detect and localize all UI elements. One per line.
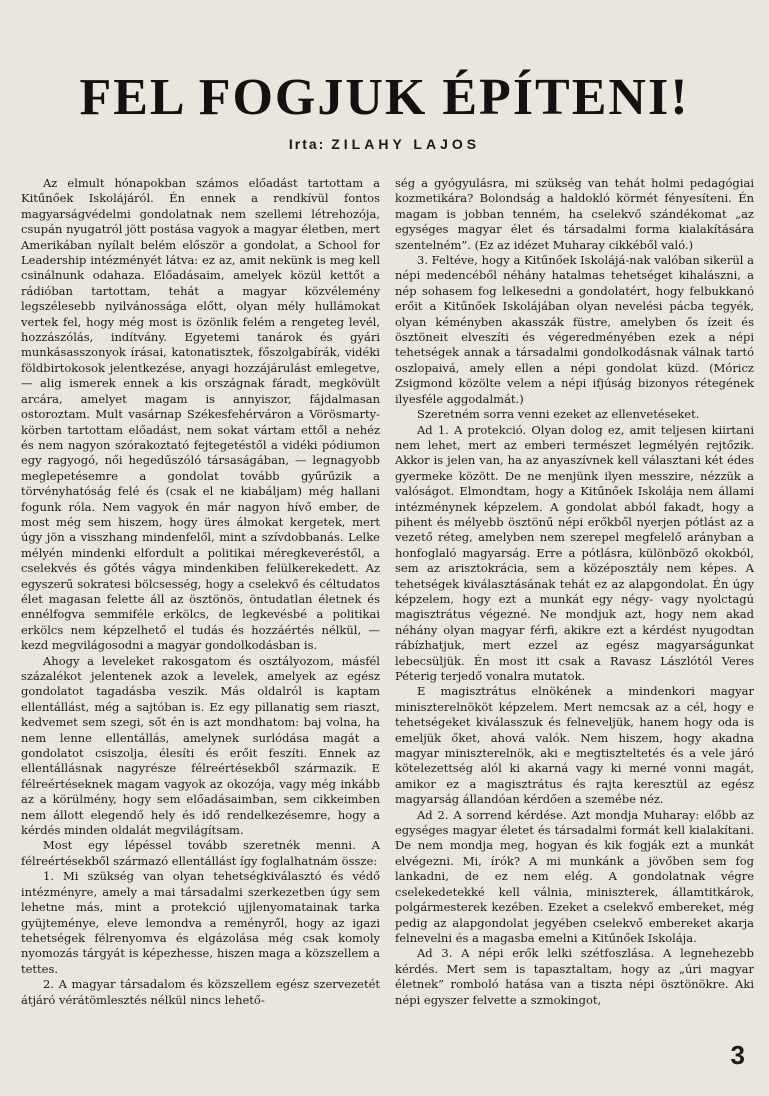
article-title: FEL FOGJUK ÉPÍTENI!: [79, 69, 690, 126]
byline: [0, 136, 769, 152]
paragraph: Most egy lépéssel tovább szeretnék menni. A félreértésekből származó ellentállást így foglalhatnám össze:: [21, 838, 380, 868]
article-body: [21, 176, 754, 1056]
paragraph: 2. A magyar társadalom és közszellem egész szervezetét átjáró vérátömlesztés nélkül nincs lehető-: [21, 977, 380, 1007]
paragraph: E magisztrátus elnökének a mindenkori magyar miniszterelnököt képzelem. Mert nemcsak az a cél, hogy e tehetségeket kiválasszuk és felneveljük, hanem hogy oda is emeljük őket, ahová valók. Nem hiszem, hogy akadna magyar miniszterelnök, aki e megtiszteltetés és a vele járó kötelezettség alól ki akarná vagy ki merné vonni magát, amikor ez a magisztrátus és rajta keresztül az egész magyarság állandóan kérdően a szemébe néz.: [395, 684, 754, 807]
paragraph: Az elmult hónapokban számos előadást tartottam a Kitűnőek Iskolájáról. Én ennek a rendkívül fontos magyarságvédelmi gondolatnak nem szellemi létrehozója, csupán nyugatról jött postása vagyok a magyar életben, mert Amerikában nyílalt belém először a gondolat, a School for Leadership intézményét látva: ez az, amit nekünk is meg kell csinálnunk odahaza. Előadásaim, amelyek közül kettőt a rádióban tartottam, tehát a magyar közvélemény legszélesebb nyilvánossága előtt, olyan mély hullámokat vertek fel, hogy még most is özönlik felém a rengeteg levél, hozzászólás, indítvány. Egyetemi tanárok és gyári munkásasszonyok írásai, katonatisztek, főszolgabírák, vidéki földbirtokosok jelentkezése, anyagi hozzájárulást emlegetve, — alig ismerek ennek a kis országnak fáradt, megkövült arcára, amelyet magam is annyiszor, fájdalmasan ostoroztam. Mult vasárnap Székesfehérváron a Vörösmarty-körben tartottam előadást, nem sokat vártam ettől a nehéz és nem nagyon szórakoztató fejtegetéstől a vidéki pódiumon egy ragyogó, női hegedűszóló társaságában, — legnagyobb meglepetésemre a gondolat tovább gyűrűzik a törvényhatóság felé és (csak el ne kiabáljam) még hallani fogunk róla. Nem vagyok én már nagyon hívő ember, de most még sem hiszem, hogy üres álmokat kergetek, mert úgy jön a visszhang mindenfelől, mint a szívdobbanás. Lelke mélyén mindenki elfordult a politikai méregkeveréstől, a cselekvés és gőtés vágya mindenkiben felülkerekedett. Az egyszerű sokratesi bölcsesség, hogy a cselekvő és céltudatos élet magasan felette áll az ösztönös, öntudatlan életnek és ennélfogva semmiféle erkölcs, de legkevésbé a politikai erkölcs nem képzelhető el tudás és hozzáértés nélkül, — kezd megvilágosodni a magyar gondolkodásban is.: [21, 176, 380, 653]
paragraph: Ahogy a leveleket rakosgatom és osztályozom, másfél százalékot jelentenek azok a levelek, amelyek az egész gondolatot tagadásba veszik. Más oldalról is kaptam ellentállást, még a sajtóban is. Ez egy pillanatig sem riaszt, kedvemet sem szegi, sőt én is azt mondhatom: baj volna, ha nem lenne ellentállás, amelynek surlódása magát a gondolatot csiszolja, élesíti és erőit feszíti. Ennek az ellentállásnak nagyrésze félreértésekből származik. E félreértéseknek magam vagyok az okozója, vagy még inkább az a körülmény, hogy sem előadásaimban, sem cikkeimben nem állott elegendő hely és idő rendelkezésemre, hogy a kérdés minden oldalát megvilágítsam.: [21, 653, 380, 838]
paragraph: 1. Mi szükség van olyan tehetségkiválasztó és védő intézményre, amely a mai társadalmi szerkezetben úgy sem lehetne más, mint a protekció ujjlenyomatainak tarka gyüjteménye, eleve lemondva a reményről, hogy az igazi tehetségek félrenyomva és elgázolása még csak komoly nyomozás tárgyát is képezhesse, hiszen maga a közszellem a tettes.: [21, 869, 380, 976]
byline-author: ZILAHY LAJOS: [331, 136, 481, 152]
right-column: [395, 176, 754, 1056]
byline-label: Irta:: [288, 136, 326, 152]
paragraph: Szeretném sorra venni ezeket az ellenvetéseket.: [417, 407, 700, 422]
paragraph: Ad 1. A protekció. Olyan dolog ez, amit teljesen kiirtani nem lehet, mert az emberi természet legmélyén rejtőzik. Akkor is jelen van, ha az anyaszívnek kell választani két édes gyermeke között. De ne menjünk ilyen messzire, nézzük a valóságot. Elmondtam, hogy a Kitűnőek Iskolája nem állami intézménynek képzelem. A gondolat abból fakadt, hogy a pihent és mélyebb ösztönű népi erőkből nyerjen pótlást az a vezető réteg, amelyben nem szerepel megfelelő arányban a honfoglaló magyarság. Erre a pótlásra, különböző okokból, sem az arisztokrácia, sem a középosztály nem képes. A tehetségek kiválasztásának tehát ez az alapgondolat. Én úgy képzelem, hogy ezt a munkát egy négy- vagy nyolctagú magisztrátus végezné. Ne mondjuk azt, hogy nem akad néhány olyan magyar férfi, akikre ezt a kérdést nyugodtan rábízhatjuk, mert ezzel az egész magyarságunkat lebecsüljük. Én most itt csak a Ravasz Lászlótól Veres Péterig terjedő vonalra mutatok.: [395, 422, 754, 683]
paragraph: ség a gyógyulásra, mi szükség van tehát holmi pedagógiai kozmetikára? Bolondság a haldokló körmét fényesíteni. Én magam is jobban tenném, ha cselekvő szándékomat „az egységes magyar élet és társadalmi forma kialakítására szentelném”. (Ez az idézet Muharay cikkéből való.): [395, 176, 754, 252]
paragraph: Ad 3. A népi erők lelki szétfoszlása. A legnehezebb kérdés. Mert sem is tapasztaltam, hogy az „úri magyar életnek” romboló hatása van a tiszta népi ösztönökre. Aki népi egyszer felvette a szmokingot,: [395, 946, 754, 1007]
left-column: [21, 176, 380, 1056]
page-number: 3: [730, 1040, 745, 1070]
paragraph: Ad 2. A sorrend kérdése. Azt mondja Muharay: előbb az egységes magyar életet és társadalmi formát kell kialakítani. De nem mondja meg, hogyan és kik fogják ezt a munkát elvégezni. Mi, írók? A mi munkánk a jövőben sem fog lankadni, de ez nem elég. A gondolatnak végre cselekedetekké kell válnia, miniszterek, államtitkárok, polgármesterek kezében. Ezeket a cselekvő embereket, még pedig az alapgondolat jegyében cselekvő embereket akarja felnevelni és a magasba emelni a Kitűnőek Iskolája.: [395, 807, 754, 945]
paragraph: 3. Feltéve, hogy a Kitűnőek Iskolájá-nak valóban sikerül a népi medencéből néhány hatalmas tehetséget kihalászni, a nép sohasem fog lelkesedni a gondolatért, hogy felbukkanó erőit a Kitűnőek Iskolájában olyan nevelési pácba tegyék, olyan kéményben akasszák füstre, amelyben ős ízeit és ösztöneit elveszíti és végeredményében ezek a népi tehetségek annak a társadalmi gondolkodásnak válnak tartó oszlopaivá, amely ellen a népi gondolat küzd. (Móricz Zsigmond közölte velem a népi ifjúság bizonyos rétegének ilyesféle aggodalmát.): [395, 253, 754, 406]
